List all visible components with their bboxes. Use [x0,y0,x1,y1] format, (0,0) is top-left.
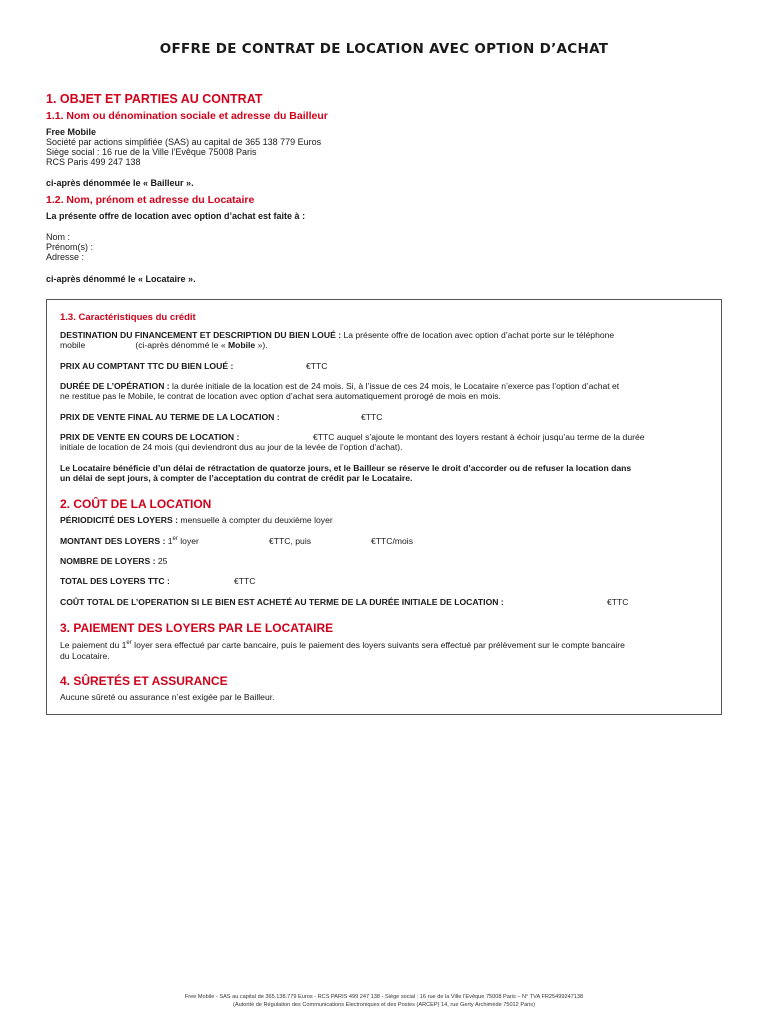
cout-total-label: COÛT TOTAL DE L’OPERATION SI LE BIEN EST ACHETÉ AU TERME DE LA DURÉE INITIALE DE LOCATION : [60,597,504,607]
destination-denomination: (ci-après dénommé le « [135,340,228,350]
destination-text: La présente offre de location avec option d’achat porte sur le téléphone [341,330,615,340]
company-name: Free Mobile [46,127,97,137]
paiement-sup: er [126,640,132,647]
field-nom-label: Nom : [46,232,71,242]
retractation-line-1: Le Locataire bénéficie d’un délai de rétractation de quatorze jours, et le Bailleur se réserve le droit d’accorder ou de refuser la location dans [60,463,632,473]
section-1-heading: 1. OBJET ET PARTIES AU CONTRAT [46,92,263,106]
retractation-line-2: un délai de sept jours, à compter de l’acceptation du contrat de crédit par le Locataire. [60,473,413,483]
footer-line-1: Free Mobile - SAS au capital de 365.138.779 Euros - RCS PARIS 499 247 138 - Siège social : 16 rue de la Ville l’Evêque 75008 Paris – N° TVA FR25499247138 [184,994,584,1000]
nombre-value: 25 [155,556,168,566]
cout-total-unit: €TTC [607,597,629,607]
montant-sup: er [172,536,178,543]
montant-label: MONTANT DES LOYERS : [60,536,166,546]
destination-mobile-word: mobile [60,340,86,350]
total-unit: €TTC [234,576,256,586]
section-2-heading: 2. COÛT DE LA LOCATION [60,497,212,511]
suretes-text: Aucune sûreté ou assurance n’est exigée par le Bailleur. [60,692,275,702]
duree-label: DURÉE DE L’OPÉRATION : [60,381,170,391]
montant-unit-2: €TTC/mois [371,536,414,546]
destination-line-2 [60,340,710,351]
prix-cours-text: €TTC auquel s’ajoute le montant des loyers restant à échoir jusqu’au terme de la durée [313,432,645,442]
paiement-line-1 [60,640,710,651]
section-3-heading: 3. PAIEMENT DES LOYERS PAR LE LOCATAIRE [60,621,334,635]
field-adresse-label: Adresse : [46,252,85,262]
montant-first: 1 [165,536,173,546]
prix-cours-line-2: initiale de location de 24 mois (qui deviendront dus au jour de la levée de l’option d’achat). [60,442,403,452]
nombre-paragraph [60,556,710,567]
prix-final-label: PRIX DE VENTE FINAL AU TERME DE LA LOCATION : [60,412,280,422]
duree-paragraph [60,381,710,392]
prix-comptant-label: PRIX AU COMPTANT TTC DU BIEN LOUÉ : [60,361,234,371]
company-line: Siège social : 16 rue de la Ville l’Evêque 75008 Paris [46,147,257,157]
total-label: TOTAL DES LOYERS TTC : [60,576,170,586]
periodicite-paragraph [60,515,710,526]
duree-text: la durée initiale de la location est de 24 mois. Si, à l’issue de ces 24 mois, le Locataire n’exerce pas l’option d’achat et [169,381,620,391]
prix-final-unit: €TTC [361,412,383,422]
periodicite-label: PÉRIODICITÉ DES LOYERS : [60,515,178,525]
destination-end: »). [255,340,268,350]
destination-mobile-bold: Mobile [228,340,256,350]
footer-line-2: (Autorité de Régulation des Communications Electroniques et des Postes (ARCEP) 14, rue Gerty Archimède 75012 Paris) [233,1002,535,1008]
prix-comptant-unit: €TTC [306,361,328,371]
document-title: OFFRE DE CONTRAT DE LOCATION AVEC OPTION D’ACHAT [159,41,609,57]
nombre-label: NOMBRE DE LOYERS : [60,556,156,566]
section-1-1-heading: 1.1. Nom ou dénomination sociale et adresse du Bailleur [46,110,328,122]
locataire-note: ci-après dénommé le « Locataire ». [46,274,196,284]
destination-label: DESTINATION DU FINANCEMENT ET DESCRIPTION DU BIEN LOUÉ : [60,330,342,340]
destination-paragraph [60,330,710,341]
offer-intro: La présente offre de location avec option d’achat est faite à : [46,211,306,221]
paiement-line-2: du Locataire. [60,651,110,661]
section-1-2-heading: 1.2. Nom, prénom et adresse du Locataire [46,194,255,206]
section-4-heading: 4. SÛRETÉS ET ASSURANCE [60,674,228,688]
field-prenom-label: Prénom(s) : [46,242,94,252]
paiement-text-b: loyer sera effectué par carte bancaire, puis le paiement des loyers suivants sera effectué par prélèvement sur le compte bancaire [131,640,625,650]
paiement-text-a: Le paiement du 1 [60,640,127,650]
bailleur-note: ci-après dénommée le « Bailleur ». [46,178,194,188]
section-1-3-heading: 1.3. Caractéristiques du crédit [60,312,196,323]
montant-loyer: loyer [177,536,199,546]
company-line: Société par actions simplifiée (SAS) au capital de 365 138 779 Euros [46,137,322,147]
prix-cours-label: PRIX DE VENTE EN COURS DE LOCATION : [60,432,240,442]
company-line: RCS Paris 499 247 138 [46,157,141,167]
montant-unit-1: €TTC, puis [269,536,312,546]
duree-line-2: ne restitue pas le Mobile, le contrat de location avec option d’achat sera automatiquement prorogé de mois en mois. [60,391,501,401]
periodicite-text: mensuelle à compter du deuxième loyer [177,515,333,525]
